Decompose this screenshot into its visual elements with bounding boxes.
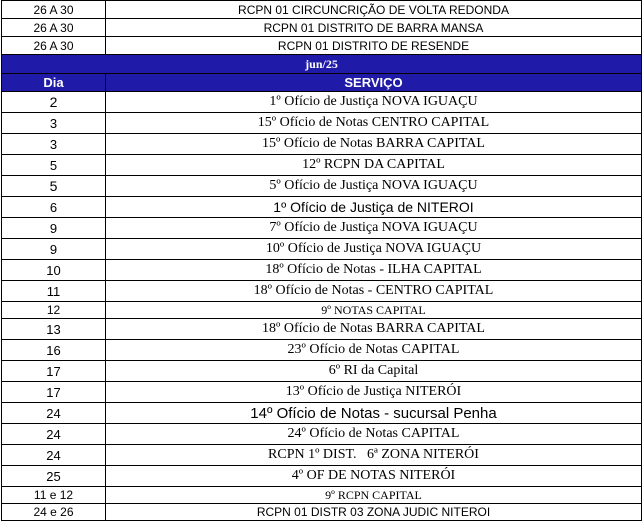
- dia-cell: 26 A 30: [2, 19, 106, 37]
- table-row: [2, 92, 642, 113]
- dia-cell: 5: [2, 176, 106, 197]
- servico-cell: 9º NOTAS CAPITAL: [106, 302, 642, 319]
- table-row: [2, 113, 642, 134]
- table-row: [2, 134, 642, 155]
- dia-cell: 11: [2, 281, 106, 302]
- servico-cell: 1º Ofício de Justiça NOVA IGUAÇU: [106, 92, 642, 113]
- table-row: [2, 504, 642, 521]
- table-row: [2, 218, 642, 239]
- servico-cell: 18º Ofício de Notas - ILHA CAPITAL: [106, 260, 642, 281]
- month-row: [2, 55, 642, 74]
- dia-cell: 24: [2, 424, 106, 445]
- table-row: [2, 37, 642, 55]
- servico-cell: 6º RI da Capital: [106, 361, 642, 382]
- dia-header: Dia: [2, 74, 106, 92]
- table-row: [2, 382, 642, 403]
- dia-cell: 3: [2, 134, 106, 155]
- servico-cell: RCPN 01 DISTRITO DE RESENDE: [106, 37, 642, 55]
- dia-cell: 10: [2, 260, 106, 281]
- servico-cell: 1º Ofício de Justiça de NITEROI: [106, 197, 642, 218]
- dia-cell: 24 e 26: [2, 504, 106, 521]
- table-row: [2, 19, 642, 37]
- dia-cell: 24: [2, 403, 106, 424]
- servico-cell: 18º Ofício de Notas - CENTRO CAPITAL: [106, 281, 642, 302]
- servico-cell: RCPN 01 DISTR 03 ZONA JUDIC NITEROI: [106, 504, 642, 521]
- dia-cell: 12: [2, 302, 106, 319]
- servico-cell: RCPN 01 DISTRITO DE BARRA MANSA: [106, 19, 642, 37]
- dia-cell: 24: [2, 445, 106, 466]
- table-row: [2, 424, 642, 445]
- dia-cell: 16: [2, 340, 106, 361]
- servico-cell: 14º Ofício de Notas - sucursal Penha: [106, 403, 642, 424]
- dia-cell: 9: [2, 239, 106, 260]
- table-row: [2, 260, 642, 281]
- table-row: [2, 403, 642, 424]
- servico-cell: 7º Ofício de Justiça NOVA IGUAÇU: [106, 218, 642, 239]
- servico-cell: 9º RCPN CAPITAL: [106, 487, 642, 504]
- servico-cell: 10º Ofício de Justiça NOVA IGUAÇU: [106, 239, 642, 260]
- table-row: [2, 197, 642, 218]
- dia-cell: 13: [2, 319, 106, 340]
- header-row: [2, 74, 642, 92]
- dia-cell: 3: [2, 113, 106, 134]
- servico-cell: 12º RCPN DA CAPITAL: [106, 155, 642, 176]
- servico-header: SERVIÇO: [106, 74, 642, 92]
- servico-cell: 18º Ofício de Notas BARRA CAPITAL: [106, 319, 642, 340]
- dia-cell: 2: [2, 92, 106, 113]
- table-row: [2, 466, 642, 487]
- table-row: [2, 281, 642, 302]
- servico-cell: 4º OF DE NOTAS NITERÓI: [106, 466, 642, 487]
- table-row: [2, 155, 642, 176]
- dia-cell: 26 A 30: [2, 37, 106, 55]
- dia-cell: 9: [2, 218, 106, 239]
- table-row: [2, 302, 642, 319]
- table-row: [2, 1, 642, 19]
- dia-cell: 26 A 30: [2, 1, 106, 19]
- table-row: [2, 239, 642, 260]
- table-row: [2, 176, 642, 197]
- dia-cell: 17: [2, 382, 106, 403]
- dia-cell: 25: [2, 466, 106, 487]
- dia-cell: 6: [2, 197, 106, 218]
- table-row: [2, 319, 642, 340]
- table-row: [2, 487, 642, 504]
- servico-cell: 15º Ofício de Notas BARRA CAPITAL: [106, 134, 642, 155]
- servico-cell: RCPN 01 CIRCUNCRIÇÃO DE VOLTA REDONDA: [106, 1, 642, 19]
- table-row: [2, 361, 642, 382]
- servico-cell: RCPN 1º DIST. 6ª ZONA NITERÓI: [106, 445, 642, 466]
- table-row: [2, 445, 642, 466]
- dia-cell: 11 e 12: [2, 487, 106, 504]
- dia-cell: 17: [2, 361, 106, 382]
- servico-cell: 13º Ofício de Justiça NITERÓI: [106, 382, 642, 403]
- servico-cell: 24º Ofício de Notas CAPITAL: [106, 424, 642, 445]
- table-row: [2, 340, 642, 361]
- schedule-table: [1, 0, 642, 521]
- dia-cell: 5: [2, 155, 106, 176]
- month-label: jun/25: [2, 55, 642, 74]
- servico-cell: 15º Ofício de Notas CENTRO CAPITAL: [106, 113, 642, 134]
- servico-cell: 5º Ofício de Justiça NOVA IGUAÇU: [106, 176, 642, 197]
- servico-cell: 23º Ofício de Notas CAPITAL: [106, 340, 642, 361]
